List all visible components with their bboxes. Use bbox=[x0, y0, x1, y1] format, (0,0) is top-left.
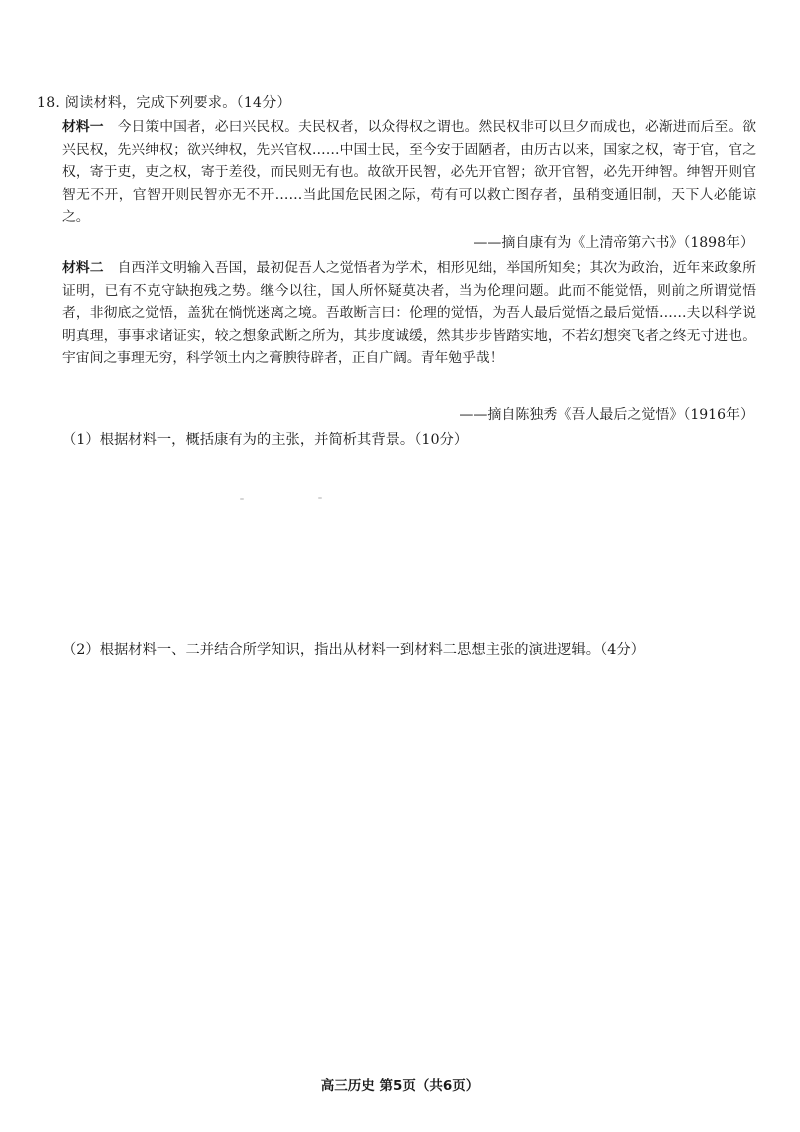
subquestion-2: （2）根据材料一、二并结合所学知识，指出从材料一到材料二思想主张的演进逻辑。（4分） bbox=[62, 642, 645, 658]
question-header: 18. 阅读材料，完成下列要求。（14分） bbox=[37, 95, 291, 111]
material-source: ——摘自康有为《上清帝第六书》（1898年） bbox=[473, 235, 754, 251]
material-one bbox=[62, 116, 756, 229]
material-source: ——摘自陈独秀《吾人最后之觉悟》（1916年） bbox=[459, 407, 754, 423]
page-footer: 高三历史 第5页（共6页） bbox=[320, 1078, 480, 1094]
scan-speck bbox=[240, 498, 244, 500]
material-label: 材料二 bbox=[62, 260, 104, 276]
subquestion-1: （1）根据材料一，概括康有为的主张，并简析其背景。（10分） bbox=[62, 432, 469, 448]
material-label: 材料一 bbox=[62, 119, 104, 135]
material-text: 今日策中国者，必曰兴民权。夫民权者，以众得权之谓也。然民权非可以旦夕而成也，必渐进而后至。欲兴民权，先兴绅权；欲兴绅权，先兴官权……中国士民，至今安于固陋者，由历古以来，国家之权，寄于官，官之权，寄于吏，吏之权，寄于差役，而民则无有也。故欲开民智，必先开官智；欲开官智，必先开绅智。绅智开则官智无不开，官智开则民智亦无不开……当此国危民困之际，苟有可以救亡图存者，虽稍变通旧制，天下人必能谅之。 bbox=[62, 119, 757, 226]
material-text: 自西洋文明输入吾国，最初促吾人之觉悟者为学术，相形见绌，举国所知矣；其次为政治，近年来政象所证明，已有不克守缺抱残之势。继今以往，国人所怀疑莫决者，当为伦理问题。此而不能觉悟，则前之所谓觉悟者，非彻底之觉悟，盖犹在惝恍迷离之境。吾敢断言曰：伦理的觉悟，为吾人最后觉悟之最后觉悟……夫以科学说明真理，事事求诸证实，较之想象武断之所为，其步度诚缓，然其步步皆踏实地，不若幻想突飞者之终无寸进也。宇宙间之事理无穷，科学领土内之膏腴待辟者，正自广阔。青年勉乎哉！ bbox=[62, 260, 757, 367]
material-two bbox=[62, 257, 756, 370]
scan-speck bbox=[318, 497, 322, 499]
